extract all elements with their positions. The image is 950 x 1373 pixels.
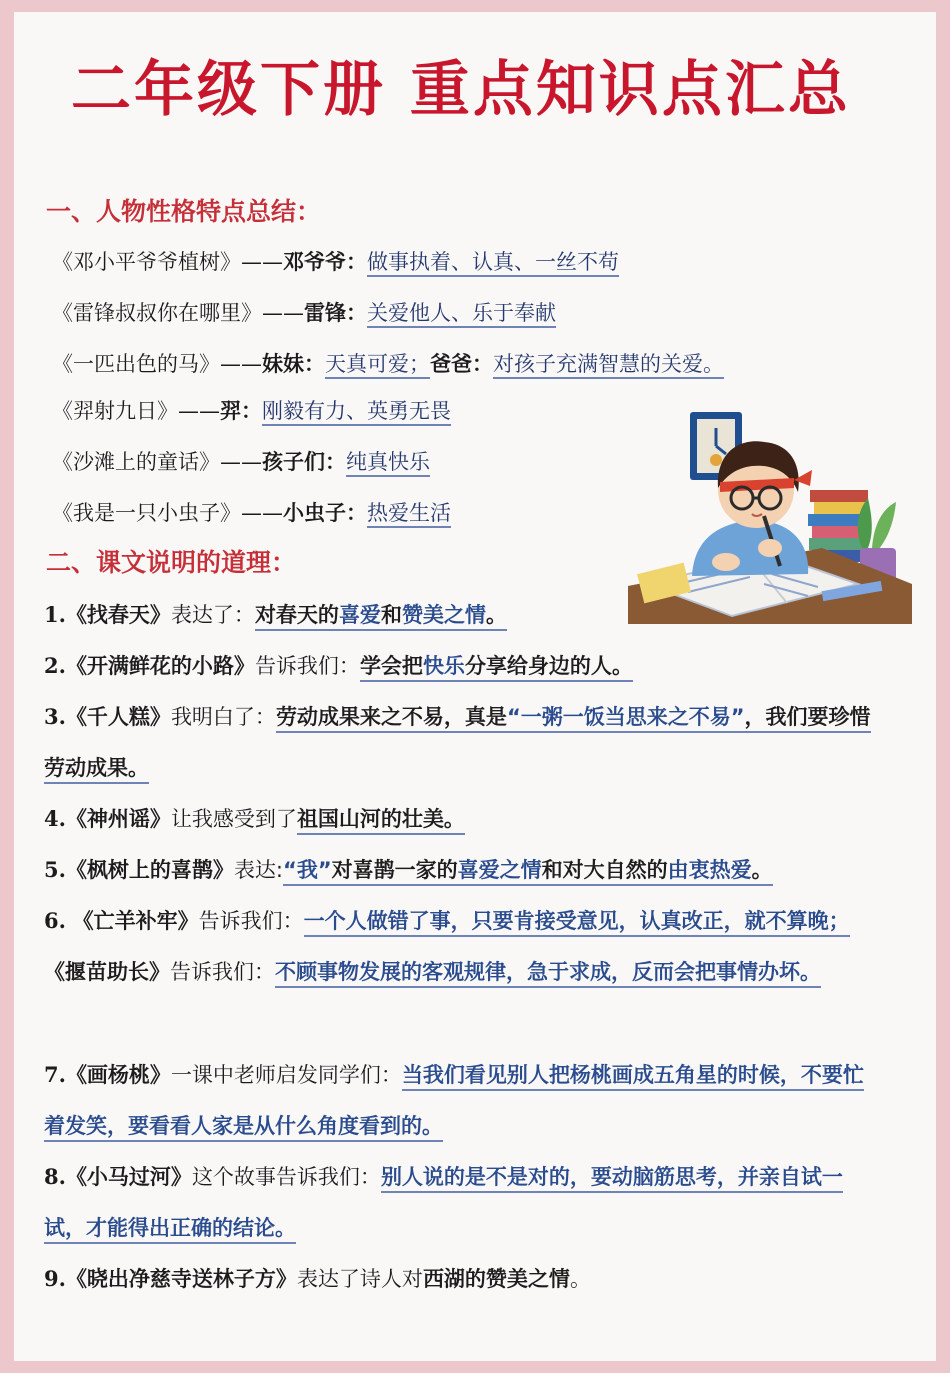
book-title: 《神州谣》 [65,807,171,831]
book-title: 《画杨桃》 [65,1063,171,1087]
character-trait: 做事执着、认真、一丝不苟 [367,250,619,277]
trait-row [52,496,451,530]
lesson-item-3 [44,691,880,794]
lesson-text-end: 。 [569,1267,591,1291]
item-number: 3. [44,704,66,729]
book-title: 《千人糕》 [65,705,171,729]
lesson-text-part: 劳动成果来之不易，真是 [275,705,507,729]
dash: —— [262,301,304,325]
lesson-item-1 [44,589,880,641]
lesson-text-part: 。 [485,603,507,627]
character-trait: 天真可爱； [325,352,430,379]
character-name: 孩子们： [262,450,346,474]
lesson-item-5 [44,844,880,896]
item-verb: 告诉我们： [254,654,360,678]
character-trait-2: 对孩子充满智慧的关爱。 [493,352,724,379]
dash: —— [241,250,283,274]
lesson-text-part: ，我们要珍惜劳动成果。 [44,705,871,780]
lesson-item-6 [44,895,880,998]
dash: —— [178,399,220,423]
item-number: 2. [44,653,66,678]
item-verb: 一课中老师启发同学们： [170,1063,402,1087]
book-title: 《开满鲜花的小路》 [65,654,255,678]
book-title: 《小马过河》 [65,1165,192,1189]
lesson-text: 一个人做错了事，只要肯接受意见，认真改正，就不算晚； [304,909,850,937]
dash: —— [241,501,283,525]
trait-row [52,347,724,381]
item-verb: 我明白了： [170,705,276,729]
character-name: 邓爷爷： [283,250,367,274]
item-verb: 这个故事告诉我们： [191,1165,381,1189]
lesson-keyword: 快乐 [422,654,465,678]
character-trait: 纯真快乐 [346,450,430,477]
item-number: 7. [44,1062,66,1087]
lesson-text: 西湖的赞美之情 [422,1267,570,1291]
book-title: 《一匹出色的马》 [52,352,220,376]
lesson-item-4 [44,793,880,845]
lesson-text-part: 分享给身边的人 [464,654,612,678]
character-trait: 关爱他人、乐于奉献 [367,301,556,328]
lesson-item-2 [44,640,880,692]
lesson-keyword: 赞美之情 [401,603,486,627]
character-trait: 热爱生活 [367,501,451,528]
lesson-text-part: 。 [751,858,773,882]
item-verb-2: 告诉我们： [170,960,275,984]
lesson-quote: “一粥一饭当思来之不易” [506,705,745,729]
book-title: 《枫树上的喜鹊》 [65,858,234,882]
lesson-keyword: “我” [283,858,332,882]
item-number: 6. [44,908,66,933]
book-title: 《羿射九日》 [52,399,178,423]
book-title: 《沙滩上的童话》 [52,450,220,474]
lesson-item-8 [44,1151,880,1254]
character-name: 小虫子： [283,501,367,525]
item-number: 5. [44,857,66,882]
character-name-2: 爸爸： [430,352,493,376]
item-verb: 告诉我们： [198,909,304,933]
lesson-keyword: 喜爱 [338,603,381,627]
character-name: 妹妹： [262,352,325,376]
item-verb: 让我感受到了 [170,807,297,831]
page-title: 二年级下册 重点知识点汇总 [71,55,851,125]
lesson-keyword: 喜爱之情 [457,858,542,882]
lesson-text [255,603,507,631]
lesson-text-part: 。 [611,654,633,678]
trait-row [52,394,451,428]
lesson-text [283,858,773,886]
lesson-text-part: 对春天的 [254,603,339,627]
lesson-text-part: 对喜鹊一家的 [331,858,458,882]
character-name: 雷锋： [304,301,367,325]
item-number: 8. [44,1164,66,1189]
character-trait: 刚毅有力、英勇无畏 [262,399,451,426]
book-title: 《我是一只小虫子》 [52,501,241,525]
item-verb: 表达了： [170,603,255,627]
lesson-text-2: 不顾事物发展的客观规律，急于求成，反而会把事情办坏。 [275,960,821,988]
book-title: 《找春天》 [65,603,171,627]
trait-row [52,445,430,479]
lesson-text: 别人说的是不是对的，要动脑筋思考，并亲自试一试，才能得出正确的结论。 [44,1165,843,1244]
book-title: 《邓小平爷爷植树》 [52,250,241,274]
trait-row [52,296,556,330]
item-number: 4. [44,806,66,831]
item-verb: 表达: [233,858,284,882]
trait-row [52,245,619,279]
lesson-text [360,654,633,682]
item-number: 9. [44,1266,66,1291]
lesson-item-9 [44,1253,880,1305]
lesson-keyword: 由衷热爱 [667,858,752,882]
item-number: 1. [44,602,66,627]
lesson-text-part: 学会把 [359,654,423,678]
section-heading-traits: 一、人物性格特点总结： [46,197,322,226]
lesson-text-part: 对大自然的 [562,858,668,882]
book-title-2: 《揠苗助长》 [44,960,170,984]
character-name: 羿： [220,399,262,423]
book-title: 《雷锋叔叔你在哪里》 [52,301,262,325]
section-heading-lessons: 二、课文说明的道理： [46,548,297,577]
lesson-text: 当我们看见别人把杨桃画成五角星的时候，不要忙着发笑，要看看人家是从什么角度看到的。 [44,1063,864,1142]
dash: —— [220,352,262,376]
lesson-text-part: 和 [380,603,402,627]
item-verb: 表达了诗人对 [296,1267,423,1291]
lesson-text: 祖国山河的壮美。 [297,807,465,835]
dash: —— [220,450,262,474]
lesson-text-part: 和 [541,858,563,882]
book-title: 《亡羊补牢》 [72,909,199,933]
book-title: 《晓出净慈寺送林子方》 [65,1267,297,1291]
lesson-item-7 [44,1049,880,1152]
